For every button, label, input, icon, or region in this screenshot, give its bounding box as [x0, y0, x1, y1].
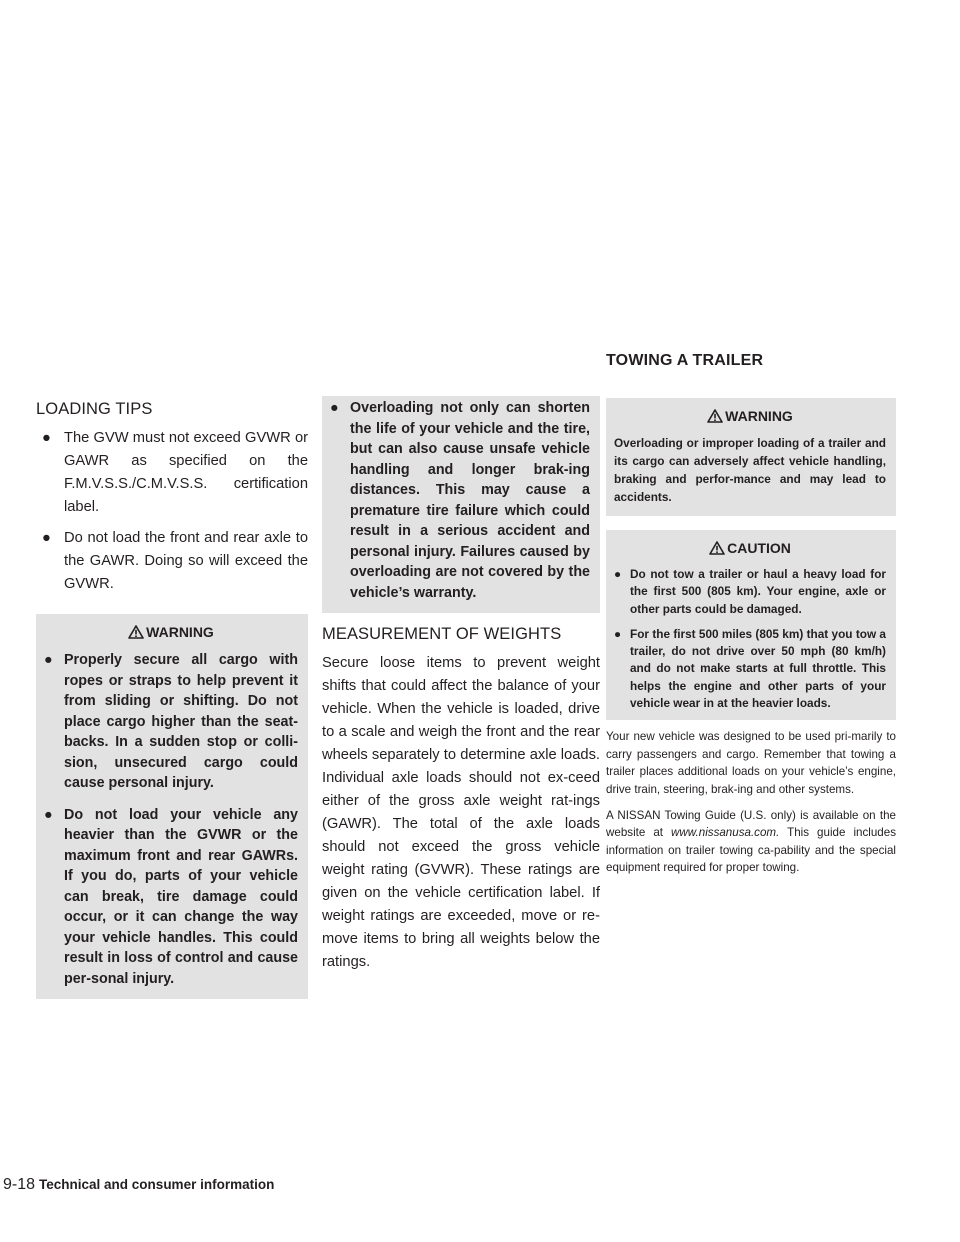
- column-left: [36, 398, 308, 999]
- list-item: ● For the first 500 miles (805 km) that you tow a trailer, do not drive over 50 mph (80 km/h) and do not make starts at full throttle. This helps the engine and other parts of your vehicle wear in at the heavier loads.: [614, 626, 886, 711]
- section-title: TOWING A TRAILER: [606, 352, 764, 369]
- column-right: [606, 398, 896, 886]
- list-item: ● The GVW must not exceed GVWR or GAWR as specified on the F.M.V.S.S./C.M.V.S.S. certification label.: [36, 427, 308, 519]
- list-item: ● Do not tow a trailer or haul a heavy load for the first 500 (805 km). Your engine, axle or other parts could be damaged.: [614, 567, 886, 616]
- warning-icon: [128, 625, 144, 639]
- warning-box: [36, 614, 308, 999]
- list-item: ● Do not load your vehicle any heavier than the GVWR or the maximum front and rear GAWRs. If you do, parts of your vehicle can break, tire damage could occur, or it can change the way your vehicle handles. This could result in loss of control and cause per-sonal injury.: [44, 806, 298, 987]
- towing-paragraph-1: Your new vehicle was designed to be used pri-marily to carry passengers and cargo. Remember that towing a trailer places additional loads on your vehicle’s engine, drive train, steering, brak-ing and other systems.: [606, 730, 896, 796]
- warning-box-continued: [322, 396, 600, 613]
- page-footer: [3, 1176, 274, 1194]
- loading-tips-heading: LOADING TIPS: [36, 400, 153, 418]
- warning-title: WARNING: [44, 624, 298, 640]
- list-item: ● Do not load the front and rear axle to the GAWR. Doing so will exceed the GVWR.: [36, 527, 308, 596]
- warning-box: [606, 398, 896, 516]
- measurement-heading: MEASUREMENT OF WEIGHTS: [322, 625, 562, 643]
- warning-list: [330, 398, 590, 603]
- chapter-title: Technical and consumer information: [39, 1177, 275, 1192]
- website-url: www.nissanusa.com.: [671, 826, 780, 840]
- bullet-icon: ●: [42, 430, 51, 446]
- caution-list: [614, 566, 886, 712]
- caution-box: [606, 530, 896, 720]
- caution-title: CAUTION: [614, 540, 886, 556]
- bullet-icon: ●: [330, 400, 339, 416]
- loading-tips-list: [36, 427, 308, 596]
- bullet-icon: ●: [44, 806, 53, 823]
- warning-title: WARNING: [614, 408, 886, 424]
- list-item: ● Overloading not only can shorten the life of your vehicle and the tire, but can also cause unsafe vehicle handling and longer brak-ing distances. This may cause a premature tire failure which could result in a serious accident and personal injury. Failures caused by overloading are not covered by the vehicle’s warranty.: [330, 400, 590, 601]
- bullet-icon: ●: [42, 530, 51, 546]
- page-number: 9-18: [3, 1176, 36, 1193]
- warning-body: Overloading or improper loading of a trailer and its cargo can adversely affect vehicle handling, braking and perfor-mance and may lead to accidents.: [614, 436, 886, 504]
- list-item: ● Properly secure all cargo with ropes or straps to help prevent it from sliding or shifting. Do not place cargo higher than the seat-backs. In a sudden stop or colli-sion, unsecured cargo could cause personal injury.: [44, 652, 298, 791]
- bullet-icon: ●: [44, 652, 53, 668]
- caution-icon: [709, 541, 725, 555]
- column-middle: [322, 398, 600, 980]
- bullet-icon: ●: [614, 567, 622, 581]
- measurement-body: Secure loose items to prevent weight shifts that could affect the balance of your vehicle. When the vehicle is loaded, drive to a scale and weigh the front and the rear wheels separately to determine axle loads. Individual axle loads should not ex-ceed either of the gross axle weight rat-ings (GAWR). The total of the axle loads should not exceed the gross vehicle weight rating (GVWR). These ratings are given on the vehicle certification label. If weight ratings are exceeded, move or re-move items to bring all weights below the ratings.: [322, 655, 600, 970]
- bullet-icon: ●: [614, 626, 622, 641]
- towing-paragraph-2: A NISSAN Towing Guide (U.S. only) is available on the website at www.nissanusa.com. This guide includes information on trailer towing ca-pability and the special equipment required for proper towing.: [606, 809, 896, 875]
- warning-list: [44, 650, 298, 989]
- warning-icon: [707, 409, 723, 423]
